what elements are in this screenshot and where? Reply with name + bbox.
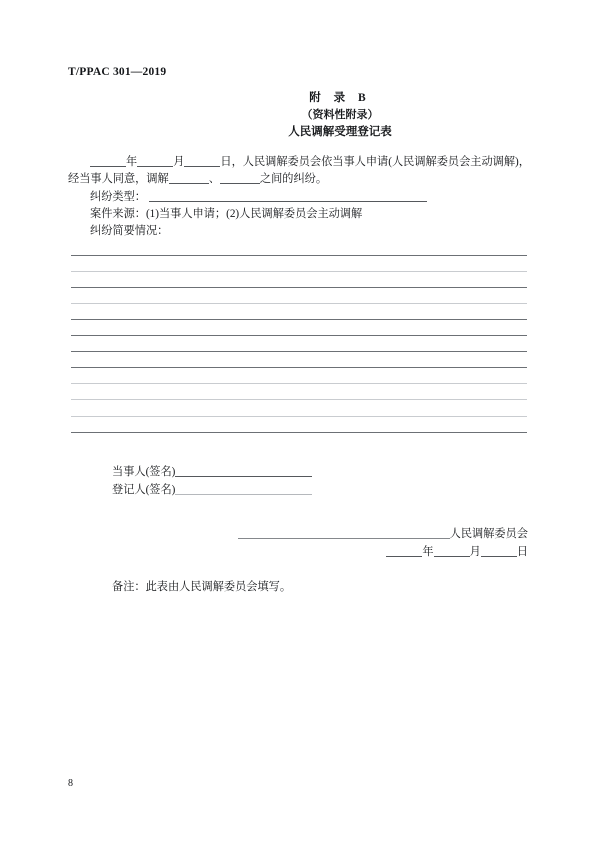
- writing-line[interactable]: [71, 288, 527, 304]
- writing-line[interactable]: [71, 240, 527, 256]
- field-dispute-type: [68, 189, 530, 206]
- annex-heading-block: [0, 90, 600, 141]
- committee-name-input[interactable]: [238, 538, 450, 539]
- writing-line[interactable]: [71, 256, 527, 272]
- form-body: [68, 154, 530, 240]
- party-separator: 、: [208, 173, 220, 186]
- day-blank[interactable]: [184, 166, 220, 167]
- committee-name-row: [0, 525, 600, 543]
- writing-line[interactable]: [71, 272, 527, 288]
- intake-clause-2-prefix: 经当事人同意，调解: [68, 173, 169, 186]
- intake-paragraph: [68, 154, 530, 189]
- day-label: 日，: [220, 156, 243, 168]
- annex-title: 附 录 B: [309, 92, 371, 104]
- field-dispute-type-label: 纠纷类型：: [90, 190, 146, 203]
- committee-block: [0, 525, 600, 561]
- writing-line[interactable]: [71, 400, 527, 416]
- writing-line[interactable]: [71, 368, 527, 384]
- signature-registrar-input[interactable]: [175, 494, 312, 495]
- party-a-blank[interactable]: [169, 183, 209, 184]
- committee-date-row: [0, 543, 600, 561]
- party-b-blank[interactable]: [220, 183, 260, 184]
- writing-line[interactable]: [71, 336, 527, 352]
- committee-month-label: 月: [469, 546, 481, 558]
- standard-id-header: T/PPAC 301—2019: [68, 66, 167, 78]
- field-dispute-type-input[interactable]: [149, 201, 427, 202]
- month-label: 月: [173, 156, 185, 168]
- signature-block: [112, 464, 312, 499]
- year-label: 年: [126, 156, 138, 168]
- signature-row-registrar: [112, 482, 312, 500]
- field-dispute-summary: [68, 223, 530, 240]
- writing-line[interactable]: [71, 304, 527, 320]
- writing-line[interactable]: [71, 352, 527, 368]
- committee-year-blank[interactable]: [386, 556, 422, 557]
- field-case-source-label: 案件来源：(1)当事人申请；(2)人民调解委员会主动调解: [90, 207, 363, 220]
- writing-line[interactable]: [71, 320, 527, 336]
- committee-day-blank[interactable]: [481, 556, 517, 557]
- committee-day-label: 日: [516, 546, 528, 558]
- intake-clause-1: 人民调解委员会依当事人申请(人民调解委员会主动调解)，: [242, 156, 530, 168]
- signature-party-input[interactable]: [175, 476, 312, 477]
- year-blank[interactable]: [90, 166, 126, 167]
- writing-line[interactable]: [71, 417, 527, 433]
- committee-year-label: 年: [422, 546, 434, 558]
- page-number: 8: [68, 778, 73, 789]
- month-blank[interactable]: [137, 166, 173, 167]
- committee-month-blank[interactable]: [434, 556, 470, 557]
- field-case-source: [68, 206, 530, 223]
- annex-subtitle: （资料性附录）: [301, 109, 379, 121]
- field-dispute-summary-label: 纠纷简要情况：: [90, 225, 169, 238]
- annex-form-name: 人民调解受理登记表: [288, 126, 392, 138]
- committee-name-label: 人民调解委员会: [449, 528, 528, 540]
- signature-registrar-label: 登记人(签名): [112, 483, 176, 496]
- writing-line[interactable]: [71, 384, 527, 400]
- signature-row-party: [112, 464, 312, 482]
- signature-party-label: 当事人(签名): [112, 466, 176, 478]
- remark-note: 备注：此表由人民调解委员会填写。: [112, 581, 292, 593]
- intake-clause-2-suffix: 之间的纠纷。: [259, 173, 328, 186]
- dispute-summary-writing-area[interactable]: [71, 240, 527, 433]
